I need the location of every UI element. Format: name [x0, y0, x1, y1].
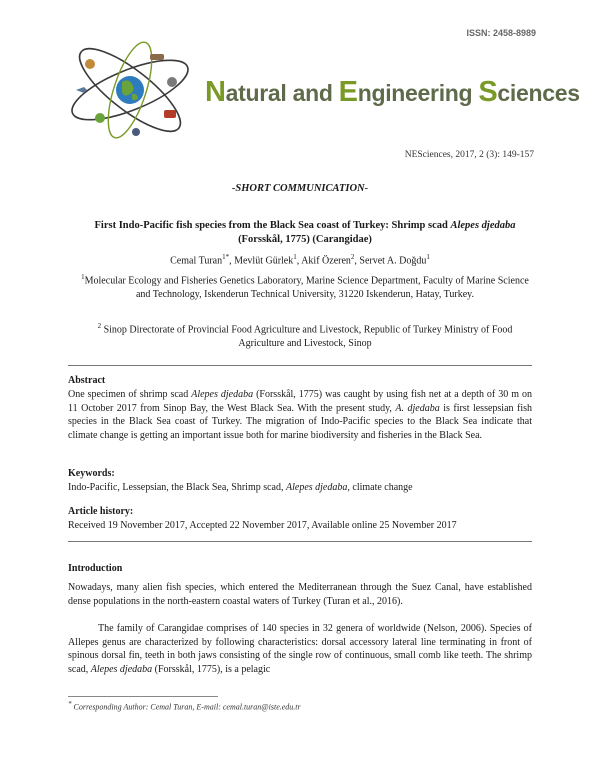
author-affiliation-mark: 1* [222, 253, 230, 261]
divider [68, 365, 532, 366]
author-affiliation-mark: 1 [293, 253, 297, 261]
abstract-heading: Abstract [68, 375, 106, 386]
abstract-fragment: One specimen of shrimp scad [68, 389, 192, 400]
article-history-heading: Article history: [68, 506, 134, 517]
author-list: Cemal Turan$^{1*}$, Mevlüt Gürlek$^1$, Akif Özeren$^2$, Servet A. Doğdu$^1$ [170, 253, 430, 267]
species-name: A. djedaba [395, 402, 440, 414]
title-text: First Indo-Pacific fish species from the Black Sea coast of Turkey: Shrimp scad [94, 220, 451, 231]
journal-title-part: ciences [497, 80, 580, 106]
footnote-text: Corresponding Author: Cemal Turan, E-mail: cemal.turan@iste.edu.tr [71, 702, 301, 712]
journal-title-initial: N [205, 76, 226, 108]
author-affiliation-mark: 2 [350, 253, 355, 261]
affiliation-mark: 2 [97, 322, 102, 330]
introduction-paragraph-1: Nowadays, many alien fish species, which entered the Mediterranean through the Suez Canal, have established dense populations in the north-eastern coastal waters of Turkey (Turan et al., 2016). [68, 582, 532, 607]
footnote-mark: * [68, 700, 72, 708]
corresponding-author-footnote [68, 700, 301, 712]
affiliation-text: Sinop Directorate of Provincial Food Agriculture and Livestock, Republic of Turkey Ministry of Food Agriculture and Livestock, Sinop [101, 324, 513, 349]
paragraph-fragment: (Forsskål, 1775), is a pelagic [152, 663, 271, 675]
article-history-text: Received 19 November 2017, Accepted 22 November 2017, Available online 25 November 2017 [68, 520, 457, 531]
abstract-fragment: (Forsskål, 1775) was caught by using fish net at a depth of 30 m on 11 October 2017 from Sinop Bay, the West Black Sea. With the present study, [68, 389, 532, 414]
journal-title-part: ngineering [357, 80, 479, 106]
author-affiliation-mark: 1 [426, 253, 430, 261]
affiliation-mark: 1 [81, 273, 85, 281]
journal-logo [60, 36, 200, 142]
paragraph-fragment: The family of Carangidae comprises of 140 species in 32 genera of worldwide (Nelson, 2006). Species of Allepes genus are characterized by following characteristics: dorsal accessory lateral line terminating in front of spinous dorsal fin, teeth in both jaws consisting of the single row of continuous, small comb like teeth. The shrimp scad, [68, 623, 532, 675]
keywords-heading: Keywords: [68, 468, 115, 479]
journal-title-initial: S [478, 76, 498, 108]
abstract-fragment: is first lessepsian fish species in the Black Sea coast of Turkey. The migration of Indo-Pacific species to the Black Sea indicate that climate change is getting an important issue both for marine biodiversity and fisheries in the Black Sea. [68, 402, 532, 441]
species-name: Alepes djedaba [191, 389, 254, 400]
issn-label: ISSN: 2458-8989 [466, 28, 536, 38]
species-name: Alepes djedaba [286, 482, 348, 493]
divider [68, 541, 532, 542]
author-name: Servet A. Doğdu [359, 255, 427, 267]
article-title [82, 219, 528, 247]
species-name: Alepes djedaba [90, 663, 153, 675]
abstract-text [68, 388, 532, 442]
introduction-paragraph-2 [68, 622, 532, 676]
affiliation-text: Molecular Ecology and Fisheries Genetics Laboratory, Marine Science Department, Faculty of Marine Science and Technology, Iskenderun Technical University, 31220 Iskenderun, Hatay, Turkey. [84, 275, 529, 300]
author-name: Akif Özeren [301, 255, 351, 267]
citation: NESciences, 2017, 2 (3): 149-157 [404, 150, 534, 160]
keywords-fragment: Indo-Pacific, Lessepsian, the Black Sea, Shrimp scad, [68, 482, 286, 493]
journal-title [205, 76, 580, 109]
title-species: Alepes djedaba [450, 220, 516, 231]
keywords-fragment: , climate change [347, 482, 413, 493]
footnote-divider [68, 696, 218, 697]
affiliation-1 [78, 271, 532, 301]
keywords-text [68, 481, 532, 495]
author-name: Cemal Turan [170, 255, 223, 267]
introduction-heading: Introduction [68, 563, 123, 574]
author-name: Mevlüt Gürlek [234, 255, 294, 267]
article-section-label: -SHORT COMMUNICATION- [231, 183, 369, 194]
journal-title-initial: E [338, 76, 358, 108]
journal-title-part: atural and [225, 80, 339, 106]
affiliation-2 [78, 320, 532, 350]
title-text: (Forsskål, 1775) (Carangidae) [238, 234, 372, 245]
